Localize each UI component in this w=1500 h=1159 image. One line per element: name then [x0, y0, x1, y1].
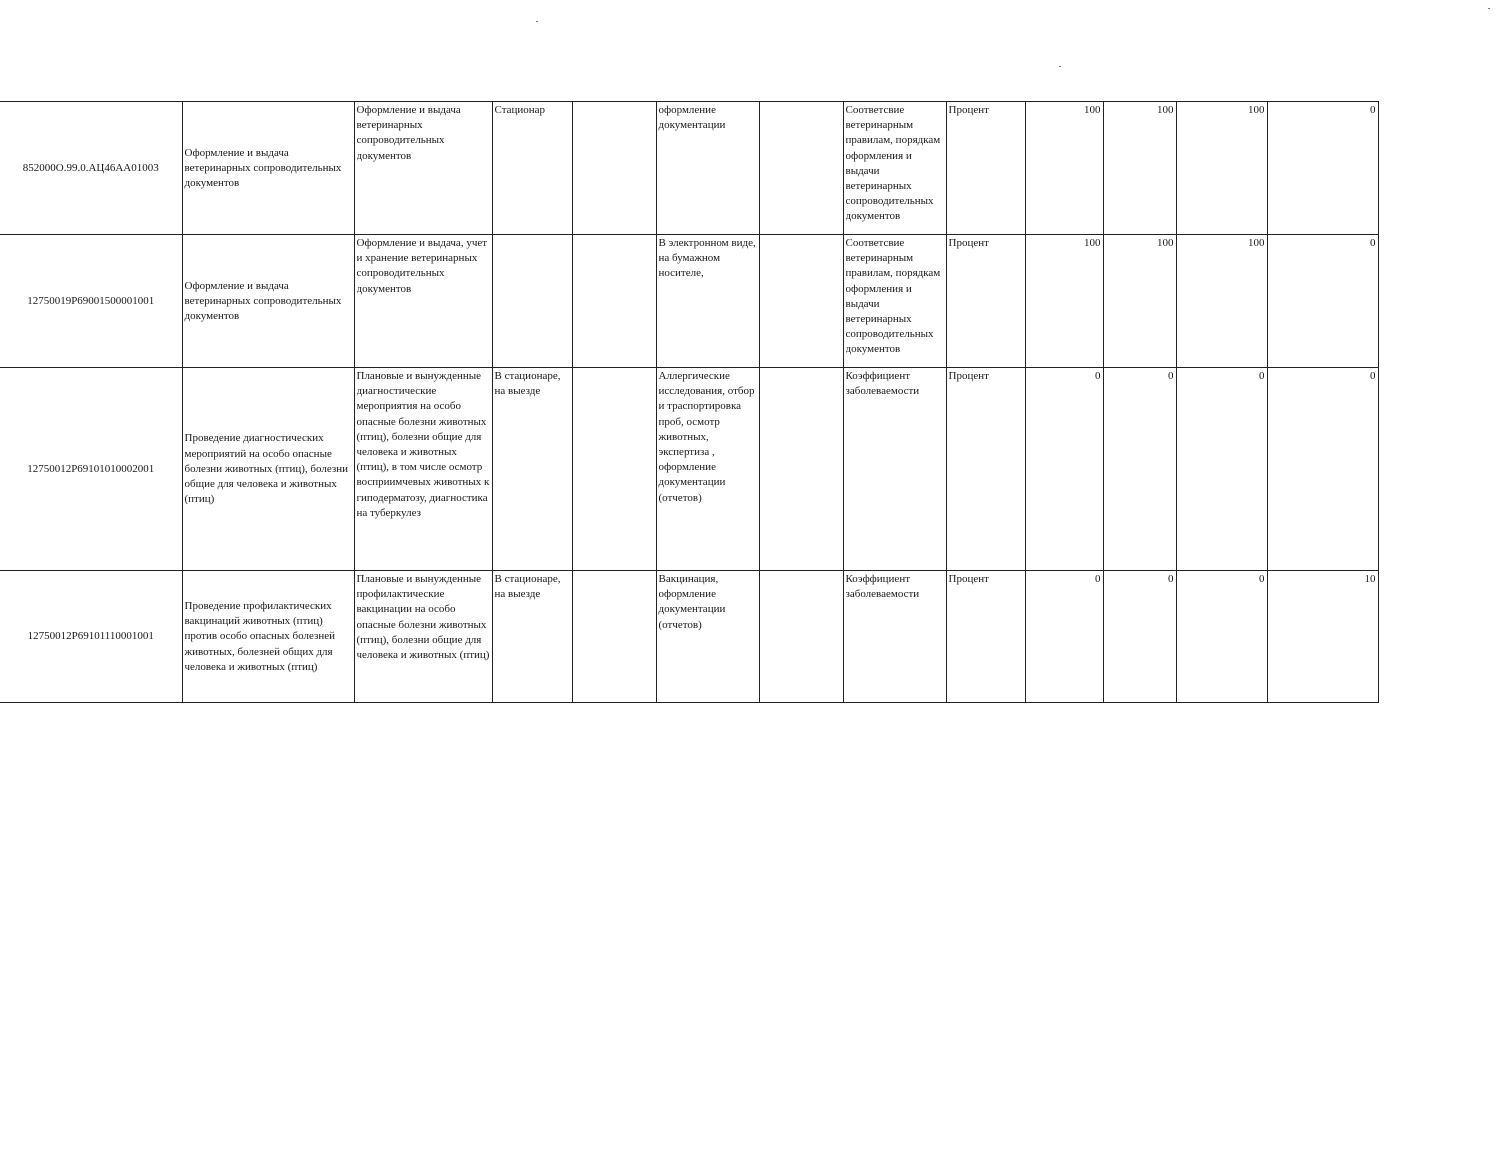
- service-name: Проведение профилактических вакцинаций животных (птиц) против особо опасных болезней животных, болезней общих для человека и животных (птиц): [182, 571, 354, 703]
- value-year-2: 100: [1103, 102, 1176, 235]
- service-condition: В стационаре, на выезде: [492, 571, 572, 703]
- registry-code: 12750012Р69101110001001: [0, 571, 182, 703]
- allowed-deviation: 0: [1267, 235, 1378, 368]
- unit-of-measure: Процент: [946, 102, 1025, 235]
- value-year-3: 0: [1176, 571, 1267, 703]
- registry-code: 12750019Р69001500001001: [0, 235, 182, 368]
- service-condition: Стационар: [492, 102, 572, 235]
- scan-speck: [1488, 8, 1490, 9]
- value-year-2: 0: [1103, 571, 1176, 703]
- allowed-deviation: 0: [1267, 102, 1378, 235]
- blank-cell: [572, 235, 656, 368]
- blank-cell: [572, 571, 656, 703]
- unit-of-measure: Процент: [946, 571, 1025, 703]
- value-year-2: 100: [1103, 235, 1176, 368]
- table-row: [0, 235, 1378, 368]
- service-form: оформление документации: [656, 102, 759, 235]
- scan-speck: [536, 21, 538, 22]
- service-condition: [492, 235, 572, 368]
- quality-indicator: Соответсвие ветеринарным правилам, порядкам оформления и выдачи ветеринарных сопроводительных документов: [843, 235, 946, 368]
- value-year-1: 0: [1025, 368, 1103, 571]
- registry-code: 12750012Р69101010002001: [0, 368, 182, 571]
- service-condition: В стационаре, на выезде: [492, 368, 572, 571]
- service-form: Вакцинация, оформление документации (отчетов): [656, 571, 759, 703]
- unit-of-measure: Процент: [946, 235, 1025, 368]
- unit-of-measure: Процент: [946, 368, 1025, 571]
- blank-cell: [759, 235, 843, 368]
- value-year-3: 0: [1176, 368, 1267, 571]
- service-content: Плановые и вынужденные диагностические мероприятия на особо опасные болезни животных (птиц), болезни общие для человека и животных (птиц), в том числе осмотр восприимчевых животных к гиподерматозу, диагностика на туберкулез: [354, 368, 492, 571]
- value-year-1: 100: [1025, 102, 1103, 235]
- service-content: Плановые и вынужденные профилактические вакцинации на особо опасные болезни животных (птиц), болезни общие для человека и животных (птиц): [354, 571, 492, 703]
- service-name: Проведение диагностических мероприятий на особо опасные болезни животных (птиц), болезни общие для человека и животных (птиц): [182, 368, 354, 571]
- blank-cell: [572, 102, 656, 235]
- service-quality-table: [0, 101, 1379, 703]
- value-year-1: 100: [1025, 235, 1103, 368]
- table-row: [0, 368, 1378, 571]
- service-content: Оформление и выдача ветеринарных сопроводительных документов: [354, 102, 492, 235]
- quality-indicator: Коэффициент заболеваемости: [843, 571, 946, 703]
- value-year-3: 100: [1176, 235, 1267, 368]
- blank-cell: [759, 571, 843, 703]
- table-row: [0, 102, 1378, 235]
- service-name: Оформление и выдача ветеринарных сопроводительных документов: [182, 102, 354, 235]
- blank-cell: [572, 368, 656, 571]
- value-year-2: 0: [1103, 368, 1176, 571]
- service-content: Оформление и выдача, учет и хранение ветеринарных сопроводительных документов: [354, 235, 492, 368]
- service-form: Аллергические исследования, отбор и траспортировка проб, осмотр животных, экспертиза , оформление документации (отчетов): [656, 368, 759, 571]
- blank-cell: [759, 102, 843, 235]
- quality-indicator: Соответсвие ветеринарным правилам, порядкам оформления и выдачи ветеринарных сопроводительных документов: [843, 102, 946, 235]
- registry-code: 852000О.99.0.АЦ46АА01003: [0, 102, 182, 235]
- table-row: [0, 571, 1378, 703]
- blank-cell: [759, 368, 843, 571]
- allowed-deviation: 10: [1267, 571, 1378, 703]
- service-name: Оформление и выдача ветеринарных сопроводительных документов: [182, 235, 354, 368]
- allowed-deviation: 0: [1267, 368, 1378, 571]
- scan-speck: [1059, 66, 1061, 67]
- value-year-3: 100: [1176, 102, 1267, 235]
- value-year-1: 0: [1025, 571, 1103, 703]
- service-form: В электронном виде, на бумажном носителе,: [656, 235, 759, 368]
- quality-indicator: Коэффициент заболеваемости: [843, 368, 946, 571]
